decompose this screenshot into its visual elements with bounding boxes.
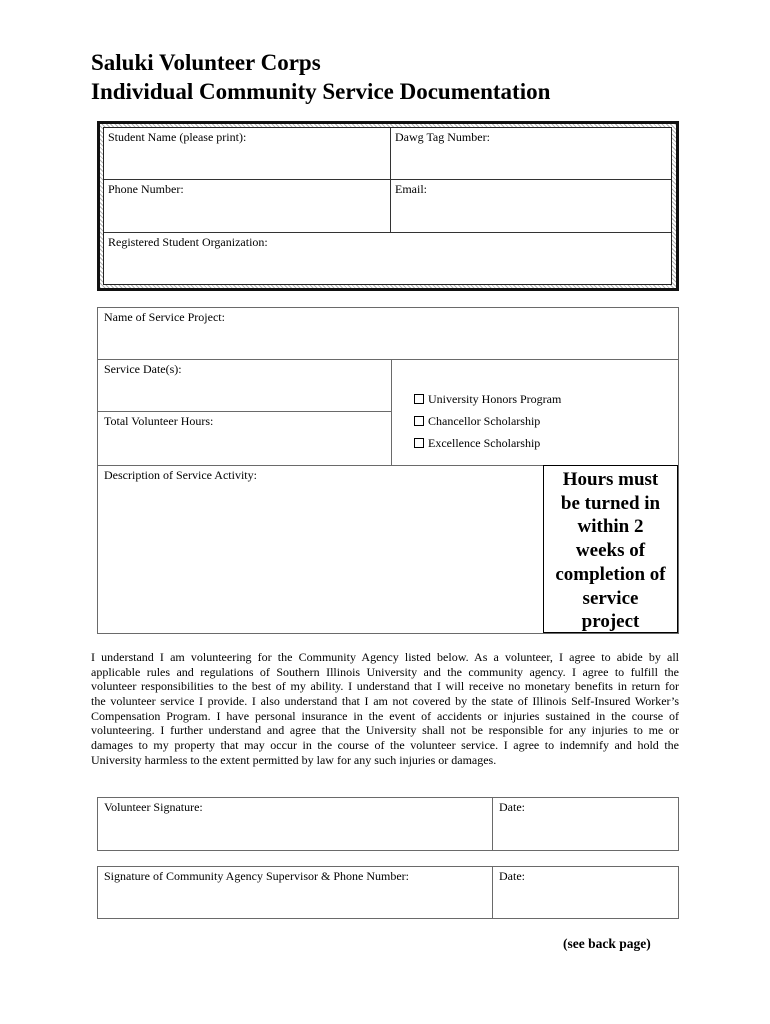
supervisor-signature-row	[97, 866, 679, 919]
agreement-line: I understand I am volunteering for the Community Agency listed below. As a volunteer, I agree to abide by all	[91, 650, 679, 664]
program-options	[392, 360, 678, 465]
see-back-page-note: (see back page)	[563, 936, 651, 951]
email-field[interactable]	[391, 180, 671, 233]
service-dates-label: Service Date(s):	[104, 362, 182, 376]
student-name-field[interactable]	[104, 128, 391, 180]
supervisor-date-label: Date:	[499, 869, 525, 883]
organization-label: Registered Student Organization:	[108, 235, 268, 249]
supervisor-signature-label: Signature of Community Agency Supervisor & Phone Number:	[104, 869, 409, 883]
notice-line: project	[581, 611, 640, 633]
agreement-line: volunteer responsibilities to the best of my ability. I understand that I will receive no monetary benefits in return for	[91, 679, 679, 694]
notice-line: completion of	[555, 563, 666, 585]
service-info-table	[97, 307, 679, 634]
deadline-notice	[543, 465, 678, 633]
notice-line: weeks of	[575, 540, 646, 562]
volunteer-date-label: Date:	[499, 800, 525, 814]
supervisor-date-field[interactable]	[493, 867, 678, 918]
dawg-tag-field[interactable]	[391, 128, 671, 180]
program-option-excellence[interactable]	[414, 436, 540, 450]
service-dates-field[interactable]	[98, 360, 392, 412]
excellence-label: Excellence Scholarship	[428, 436, 541, 450]
student-info-table	[103, 127, 672, 285]
notice-line: service	[582, 587, 639, 609]
phone-field[interactable]	[104, 180, 391, 233]
program-option-chancellor[interactable]	[414, 414, 540, 428]
chancellor-label: Chancellor Scholarship	[428, 414, 541, 428]
program-option-honors[interactable]	[414, 392, 561, 406]
email-label: Email:	[395, 182, 427, 196]
volunteer-signature-label: Volunteer Signature:	[104, 800, 203, 814]
volunteer-agreement	[91, 650, 679, 768]
excellence-checkbox[interactable]	[414, 438, 424, 448]
agreement-line: volunteering. I further understand and agree that the University shall not be responsible for any injuries to me or	[91, 723, 679, 738]
student-name-label: Student Name (please print):	[108, 130, 247, 144]
agreement-line: applicable rules and regulations of Southern Illinois University and the community agency. I agree to fulfill the	[91, 664, 679, 679]
honors-checkbox[interactable]	[414, 394, 424, 404]
agreement-line: Compensation Program. I have personal insurance in the event of accidents or injuries sustained in the course of	[91, 708, 679, 723]
dawg-tag-label: Dawg Tag Number:	[395, 130, 490, 144]
notice-line: within 2	[577, 516, 644, 538]
phone-label: Phone Number:	[108, 182, 184, 196]
service-description-label: Description of Service Activity:	[104, 468, 257, 482]
agreement-line: damages to my property that may occur in the course of the volunteer service. I agree to indemnify and hold the	[91, 738, 679, 753]
volunteer-signature-field[interactable]	[98, 798, 493, 850]
organization-field[interactable]	[104, 233, 671, 284]
agreement-line: University harmless to the extent permitted by law for any such injuries or damages.	[91, 752, 497, 767]
notice-line: Hours must	[562, 469, 659, 490]
service-project-label: Name of Service Project:	[104, 310, 225, 324]
volunteer-date-field[interactable]	[493, 798, 678, 850]
form-subtitle: Individual Community Service Documentation	[91, 79, 551, 104]
chancellor-checkbox[interactable]	[414, 416, 424, 426]
student-info-frame	[97, 121, 679, 291]
agreement-line: the volunteer service I provide. I also understand that I am not covered by the state of Illinois Self-Insured Worker’s	[91, 694, 679, 709]
service-project-field[interactable]	[98, 308, 678, 360]
volunteer-hours-label: Total Volunteer Hours:	[104, 414, 214, 428]
volunteer-hours-field[interactable]	[98, 412, 392, 465]
notice-line: be turned in	[560, 492, 661, 514]
volunteer-signature-row	[97, 797, 679, 851]
honors-label: University Honors Program	[428, 392, 562, 406]
form-title: Saluki Volunteer Corps	[91, 50, 321, 75]
supervisor-signature-field[interactable]	[98, 867, 493, 918]
